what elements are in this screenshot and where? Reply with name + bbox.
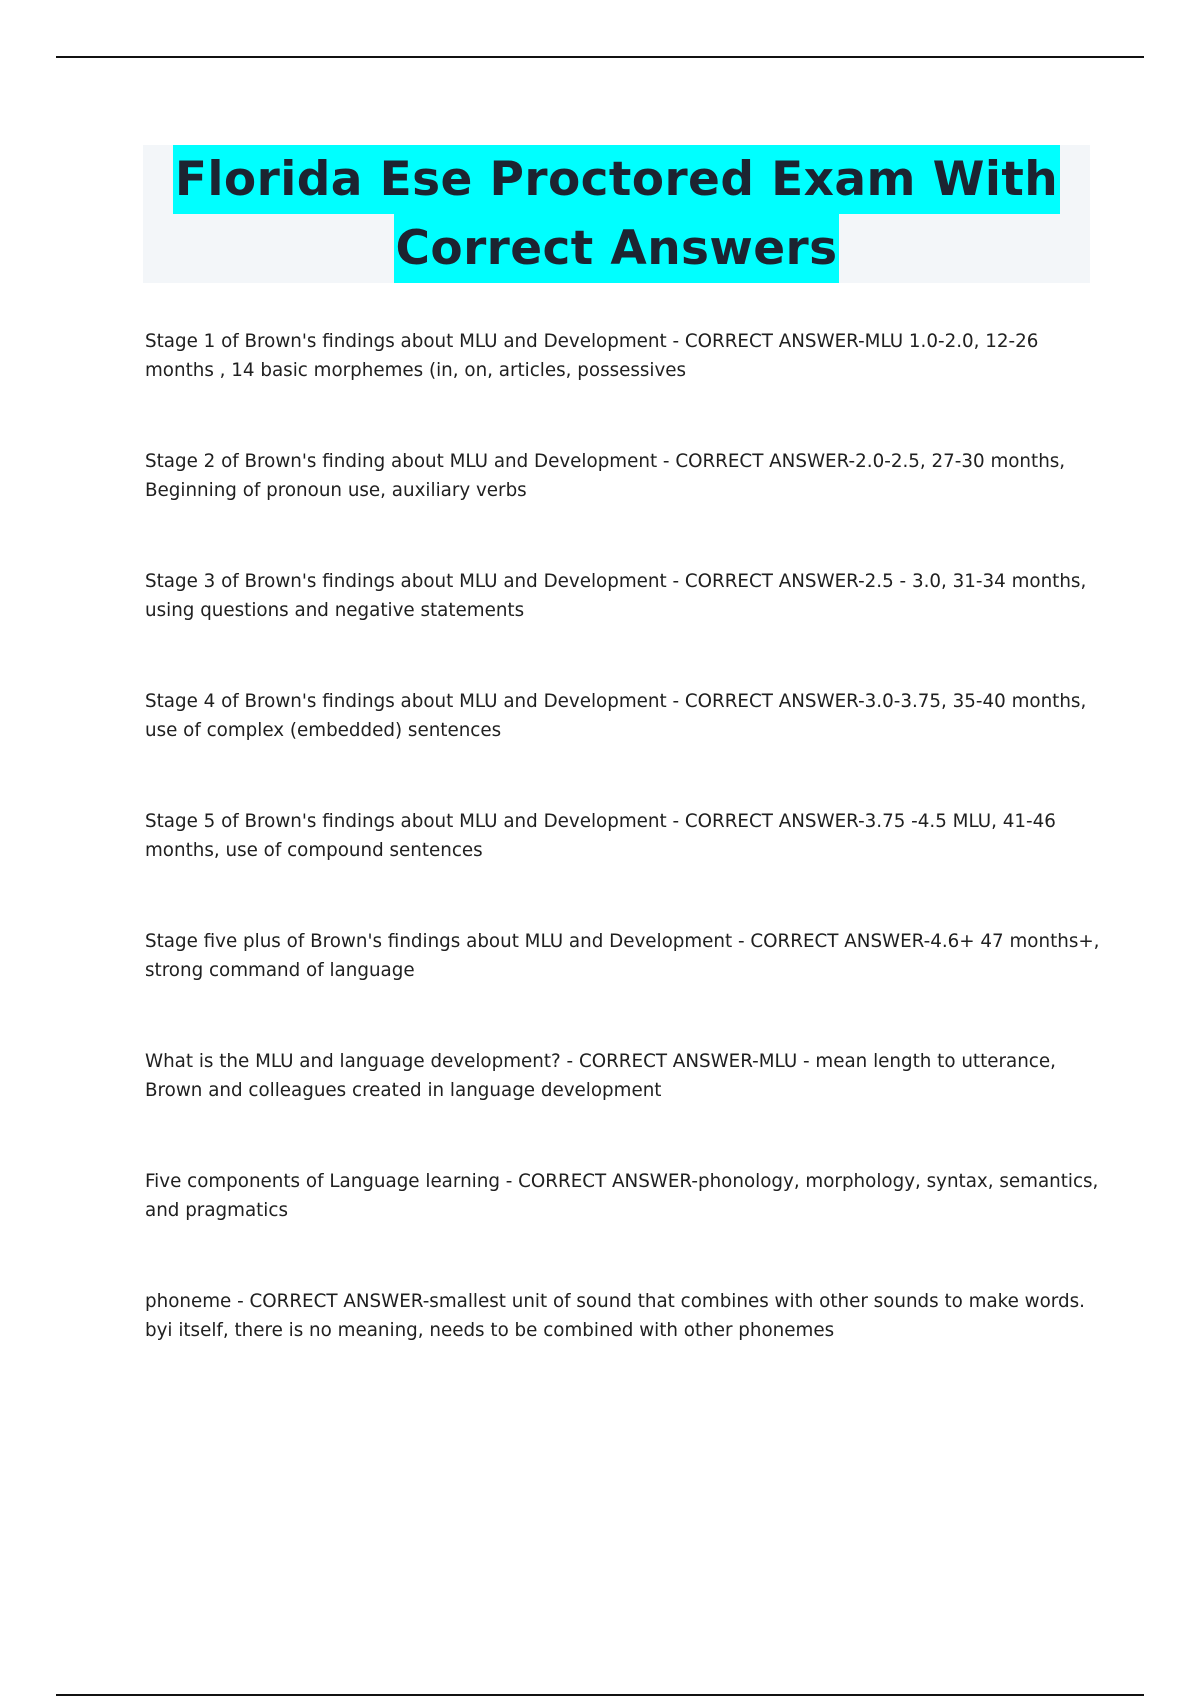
qa-entry-stage-1 (145, 327, 1095, 385)
qa-line: Stage 1 of Brown's findings about MLU and Development - CORRECT ANSWER-MLU 1.0-2.0, 12-26 (145, 331, 1039, 352)
qa-entry-stage-5 (145, 807, 1095, 865)
qa-line: Five components of Language learning - CORRECT ANSWER-phonology, morphology, syntax, semantics, (145, 1171, 1099, 1192)
qa-entry-five-components (145, 1167, 1099, 1225)
qa-entry-phoneme (145, 1287, 1095, 1345)
qa-entry-stage-3 (145, 567, 1095, 625)
qa-line: Stage 4 of Brown's findings about MLU and Development - CORRECT ANSWER-3.0-3.75, 35-40 months, (145, 691, 1087, 712)
qa-line: Stage 2 of Brown's finding about MLU and Development - CORRECT ANSWER-2.0-2.5, 27-30 months, (145, 451, 1066, 472)
qa-line: Stage five plus of Brown's findings about MLU and Development - CORRECT ANSWER-4.6+ 47 months+, (145, 931, 1100, 952)
qa-line: and pragmatics (145, 1200, 288, 1221)
title-line-1: Florida Ese Proctored Exam With (173, 145, 1060, 214)
qa-line: byi itself, there is no meaning, needs to be combined with other phonemes (145, 1320, 835, 1341)
qa-entry-stage-4 (145, 687, 1095, 745)
title-line-2: Correct Answers (394, 214, 840, 283)
title-line-2-wrap (143, 214, 1090, 283)
qa-line: phoneme - CORRECT ANSWER-smallest unit of sound that combines with other sounds to make words. (145, 1291, 1085, 1312)
qa-line: months , 14 basic morphemes (in, on, articles, possessives (145, 360, 687, 381)
title-line-1-wrap (143, 145, 1090, 214)
bottom-rule (56, 1694, 1144, 1696)
qa-line: Stage 5 of Brown's findings about MLU and Development - CORRECT ANSWER-3.75 -4.5 MLU, 41-46 (145, 811, 1056, 832)
qa-entry-mlu (145, 1047, 1095, 1105)
qa-line: Stage 3 of Brown's findings about MLU and Development - CORRECT ANSWER-2.5 - 3.0, 31-34 months, (145, 571, 1087, 592)
qa-line: using questions and negative statements (145, 600, 525, 621)
qa-line: What is the MLU and language development? - CORRECT ANSWER-MLU - mean length to utterance, (145, 1051, 1056, 1072)
qa-line: use of complex (embedded) sentences (145, 720, 502, 741)
qa-line: Beginning of pronoun use, auxiliary verbs (145, 480, 527, 501)
qa-line: Brown and colleagues created in language development (145, 1080, 662, 1101)
qa-line: months, use of compound sentences (145, 840, 483, 861)
top-rule (56, 56, 1144, 58)
qa-entry-stage-2 (145, 447, 1095, 505)
qa-line: strong command of language (145, 960, 415, 981)
qa-entry-stage-five-plus (145, 927, 1100, 985)
title-block (143, 145, 1090, 283)
